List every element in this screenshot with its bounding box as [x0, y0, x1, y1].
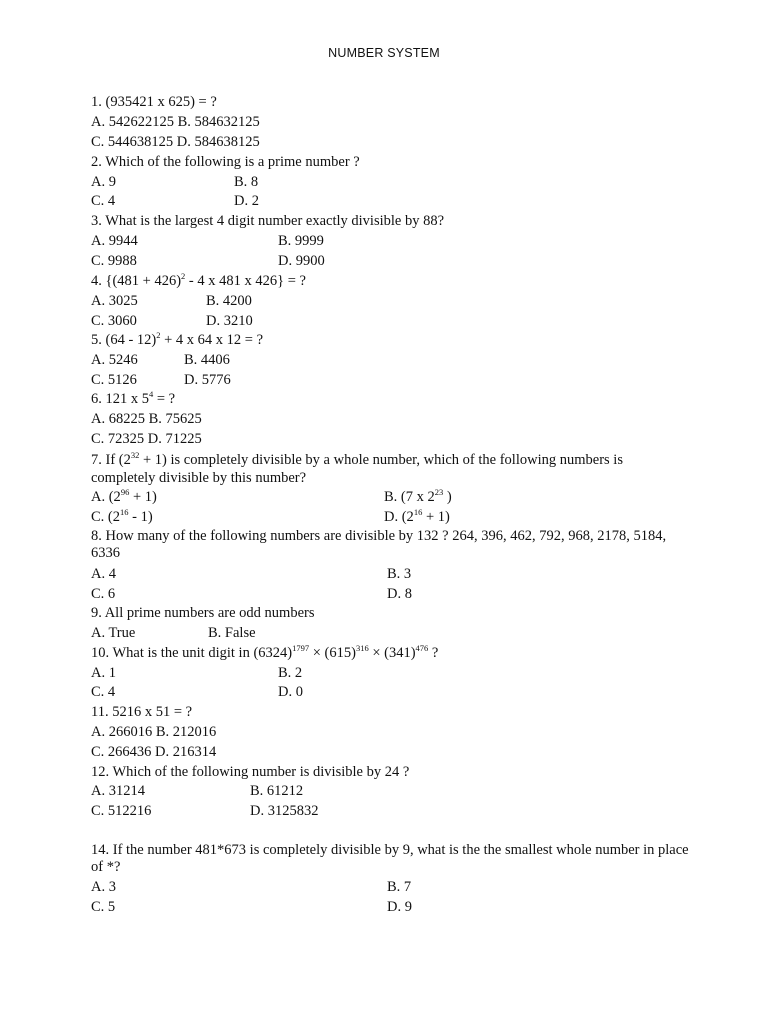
question-11-options-row-2: C. 266436 D. 216314: [91, 744, 217, 760]
question-1-options-row-1: A. 542622125 B. 584632125: [91, 114, 260, 130]
question-6-options-row-2: C. 72325 D. 71225: [91, 431, 202, 447]
question-11: 11. 5216 x 51 = ?: [91, 704, 193, 720]
question-2-option-d: D. 2: [234, 193, 259, 209]
question-8-option-d: D. 8: [387, 586, 412, 602]
question-9-option-b: B. False: [208, 625, 256, 641]
question-11-options-row-1: A. 266016 B. 212016: [91, 724, 217, 740]
question-5-option-d: D. 5776: [184, 372, 231, 388]
question-14-option-c: C. 5: [91, 899, 116, 915]
question-12-option-a: A. 31214: [91, 783, 145, 799]
question-4: 4. {$(481 + 426)^2 - 4$ x 481 x 426} = ?: [91, 271, 306, 289]
question-5-option-a: A. 5246: [91, 352, 138, 368]
question-10-option-a: A. 1: [91, 665, 116, 681]
question-14-option-a: A. 3: [91, 879, 116, 895]
question-12: 12. Which of the following number is divisible by 24 ?: [91, 764, 410, 780]
question-10-option-b: B. 2: [278, 665, 303, 681]
question-3-option-c: C. 9988: [91, 253, 137, 269]
question-1: 1. (935421 x 625) = ?: [91, 94, 217, 110]
question-2-option-a: A. 9: [91, 174, 116, 190]
question-8-option-a: A. 4: [91, 566, 116, 582]
question-5-option-c: C. 5126: [91, 372, 137, 388]
question-5: 5. (64 - 12)$^2$ + 4 x 64 x 12 = ?: [91, 330, 264, 348]
question-10-option-c: C. 4: [91, 684, 116, 700]
question-3-option-a: A. 9944: [91, 233, 138, 249]
question-8: 8. How many of the following numbers are divisible by 132 ? 264, 396, 462, 792, 968, 2178, 5184, 6336: [91, 528, 667, 561]
question-2: 2. Which of the following is a prime number ?: [91, 154, 360, 170]
question-10: 10. What is the unit digit in $(6324)^{1797} \times (615)^{316} \times (341)^{476}$ ?: [91, 643, 439, 661]
question-4-option-a: A. 3025: [91, 293, 138, 309]
question-1-options-row-2: C. 544638125 D. 584638125: [91, 134, 260, 150]
question-3-option-b: B. 9999: [278, 233, 324, 249]
question-4-option-b: B. 4200: [206, 293, 252, 309]
question-5-option-b: B. 4406: [184, 352, 230, 368]
question-2-option-b: B. 8: [234, 174, 259, 190]
question-12-option-b: B. 61212: [250, 783, 304, 799]
question-7-option-b: B. (7 x $2^{23}$ ): [384, 487, 452, 505]
question-6-options-row-1: A. 68225 B. 75625: [91, 411, 202, 427]
question-3-option-d: D. 9900: [278, 253, 325, 269]
question-14-option-d: D. 9: [387, 899, 412, 915]
question-4-option-d: D. 3210: [206, 313, 253, 329]
question-7-option-c: C. $(2^{16} - 1)$: [91, 507, 153, 525]
question-6: 6. 121 x $5^4$ = ?: [91, 389, 176, 407]
question-10-option-d: D. 0: [278, 684, 303, 700]
question-9-option-a: A. True: [91, 625, 136, 641]
question-3: 3. What is the largest 4 digit number exactly divisible by 88?: [91, 213, 445, 229]
question-2-option-c: C. 4: [91, 193, 116, 209]
question-8-option-c: C. 6: [91, 586, 116, 602]
question-9: 9. All prime numbers are odd numbers: [91, 605, 315, 621]
question-14: 14. If the number 481*673 is completely divisible by 9, what is the the smallest whole number in place of *?: [91, 842, 689, 875]
question-7: 7. If $(2^{32} + 1)$ is completely divisible by a whole number, which of the following numbers is completely divisible by this number?: [91, 450, 623, 486]
question-4-option-c: C. 3060: [91, 313, 137, 329]
question-7-option-a: A. $(2^{96} + 1)$: [91, 487, 157, 505]
page-title: NUMBER SYSTEM: [328, 46, 440, 60]
question-8-option-b: B. 3: [387, 566, 412, 582]
question-12-option-d: D. 3125832: [250, 803, 319, 819]
question-14-option-b: B. 7: [387, 879, 412, 895]
question-12-option-c: C. 512216: [91, 803, 152, 819]
question-7-option-d: D. $(2^{16} + 1)$: [384, 507, 450, 525]
